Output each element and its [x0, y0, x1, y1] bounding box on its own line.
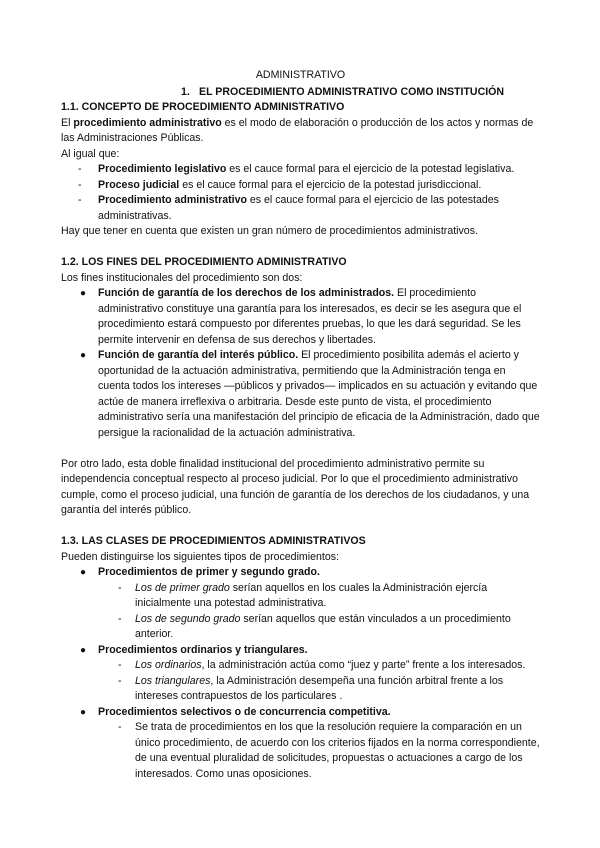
dash-icon: -: [118, 659, 122, 671]
section-1-3-heading: 1.3. LAS CLASES DE PROCEDIMIENTOS ADMINISTRATIVOS: [61, 535, 366, 547]
bullet-icon: ●: [80, 706, 87, 718]
sub-list-item: [61, 581, 540, 612]
spacer: [61, 240, 540, 256]
list-item-text: El procedimiento administrativo constituye una garantía para los interesados, es decir se les asegura que el procedimiento estará compuesto por diferentes pruebas, lo que les dará seguridad. Se les permite intervenir en defensa de sus derechos y libertades.: [98, 287, 522, 346]
list-item-text: El procedimiento posibilita además el acierto y oportunidad de la actuación administrativa, permitiendo que la Administración tenga en cuenta todos los intereses —públicos y privados— implicados en su actuación y evitando que actúe de manera irreflexiva o arbitraria. Desde este punto de vista, el procedimiento administrativo sería una manifestación del principio de eficacia de la Administración, dado que persigue la racionalidad de la actuación administrativa.: [98, 349, 540, 439]
section-1-2-heading: 1.2. LOS FINES DEL PROCEDIMIENTO ADMINISTRATIVO: [61, 256, 347, 268]
section-1-title: EL PROCEDIMIENTO ADMINISTRATIVO COMO INSTITUCIÓN: [199, 85, 505, 98]
list-item-term: Proceso judicial: [98, 178, 180, 191]
sub-item-term: Los triangulares: [135, 674, 211, 687]
sub-item-text: , la Administración desempeña una función arbitral frente a los intereses contrapuestos de los particulares .: [135, 674, 504, 702]
list-item-text: es el cauce formal para el ejercicio de las potestades administrativas.: [98, 194, 499, 222]
section-1-2-closing: Por otro lado, esta doble finalidad institucional del procedimiento administrativo permite su independencia conceptual respecto al proceso judicial. Por lo que el procedimiento administrativo cumple, como el proceso judicial, una función de garantía de los derechos de los ciudadanos, y una garantía del interés público.: [61, 457, 530, 516]
list-item-term: Procedimiento administrativo: [98, 194, 247, 206]
list-item: [61, 565, 540, 643]
sub-item-term: Los ordinarios: [135, 659, 202, 671]
bullet-icon: ●: [80, 567, 87, 578]
list-item-term: Función de garantía de los derechos de los administrados.: [98, 287, 395, 299]
section-1-number: 1.: [181, 85, 190, 98]
section-1-3-intro: Pueden distinguirse los siguientes tipos de procedimientos:: [61, 550, 339, 563]
list-item-term: Función de garantía del interés público.: [98, 349, 299, 361]
list-item: [61, 286, 540, 348]
dash-icon: -: [118, 721, 122, 733]
spacer: [61, 441, 540, 457]
spacer: [61, 519, 540, 535]
section-1-1-definition: [61, 116, 540, 147]
sub-item-term: Los de segundo grado: [135, 612, 241, 625]
sub-list-item: [61, 658, 540, 674]
list-item: [61, 162, 540, 178]
bullet-icon: ●: [80, 350, 87, 361]
sub-item-text: Se trata de procedimientos en los que la resolución requiere la comparación en un único procedimiento, de acuerdo con los criterios fijados en la norma correspondiente, de una eventual pluralidad de solicitudes, propuestas o actuaciones a cargo de los interesados. Como unas oposiciones.: [135, 721, 540, 780]
document-title: ADMINISTRATIVO: [255, 69, 346, 81]
bullet-icon: ●: [80, 644, 87, 656]
section-1-2-intro: Los fines institucionales del procedimiento son dos:: [61, 271, 303, 284]
list-item: [61, 705, 540, 783]
sub-list-item: [61, 720, 540, 782]
list-item: [61, 348, 540, 441]
dash-icon: -: [118, 674, 122, 687]
section-1-1-comparison-intro: Al igual que:: [61, 147, 120, 160]
definition-term: procedimiento administrativo: [73, 116, 222, 129]
group-title: Procedimientos selectivos o de concurrencia competitiva.: [98, 705, 391, 718]
list-item-text: es el cauce formal para el ejercicio de la potestad jurisdiccional.: [179, 178, 482, 191]
comparison-list: [61, 162, 540, 224]
purposes-list: [61, 286, 540, 441]
list-item-text: es el cauce formal para el ejercicio de la potestad legislativa.: [226, 163, 515, 175]
sub-list-item: [61, 612, 540, 643]
dash-icon: -: [118, 612, 122, 625]
procedure-types-list: [61, 565, 540, 782]
list-item: [61, 643, 540, 705]
sub-item-text: , la administración actúa como “juez y parte” frente a los interesados.: [201, 659, 526, 671]
sub-list: [98, 658, 540, 705]
definition-text: es el modo de elaboración o producción de los actos y normas de las Administraciones Públicas.: [61, 116, 534, 144]
group-title: Procedimientos ordinarios y triangulares.: [98, 643, 308, 656]
sub-item-text: serían aquellos que están vinculados a un procedimiento anterior.: [135, 612, 511, 640]
definition-prefix: El: [61, 116, 74, 129]
section-1-heading: [61, 85, 540, 101]
bullet-icon: ●: [80, 288, 87, 299]
list-item-term: Procedimiento legislativo: [98, 163, 227, 175]
sub-list: [98, 720, 540, 782]
dash-icon: -: [118, 581, 122, 594]
section-1-1-heading: 1.1. CONCEPTO DE PROCEDIMIENTO ADMINISTRATIVO: [61, 101, 345, 113]
sub-list: [98, 581, 540, 643]
sub-list-item: [61, 674, 540, 705]
sub-item-term: Los de primer grado: [135, 581, 230, 594]
list-item: [61, 178, 540, 194]
group-title: Procedimientos de primer y segundo grado.: [98, 566, 320, 578]
list-item: [61, 193, 540, 224]
section-1-1-note: Hay que tener en cuenta que existen un gran número de procedimientos administrativos.: [61, 225, 478, 237]
sub-item-text: serían aquellos en los cuales la Administración ejercía inicialmente una potestad administrativa.: [135, 581, 488, 609]
